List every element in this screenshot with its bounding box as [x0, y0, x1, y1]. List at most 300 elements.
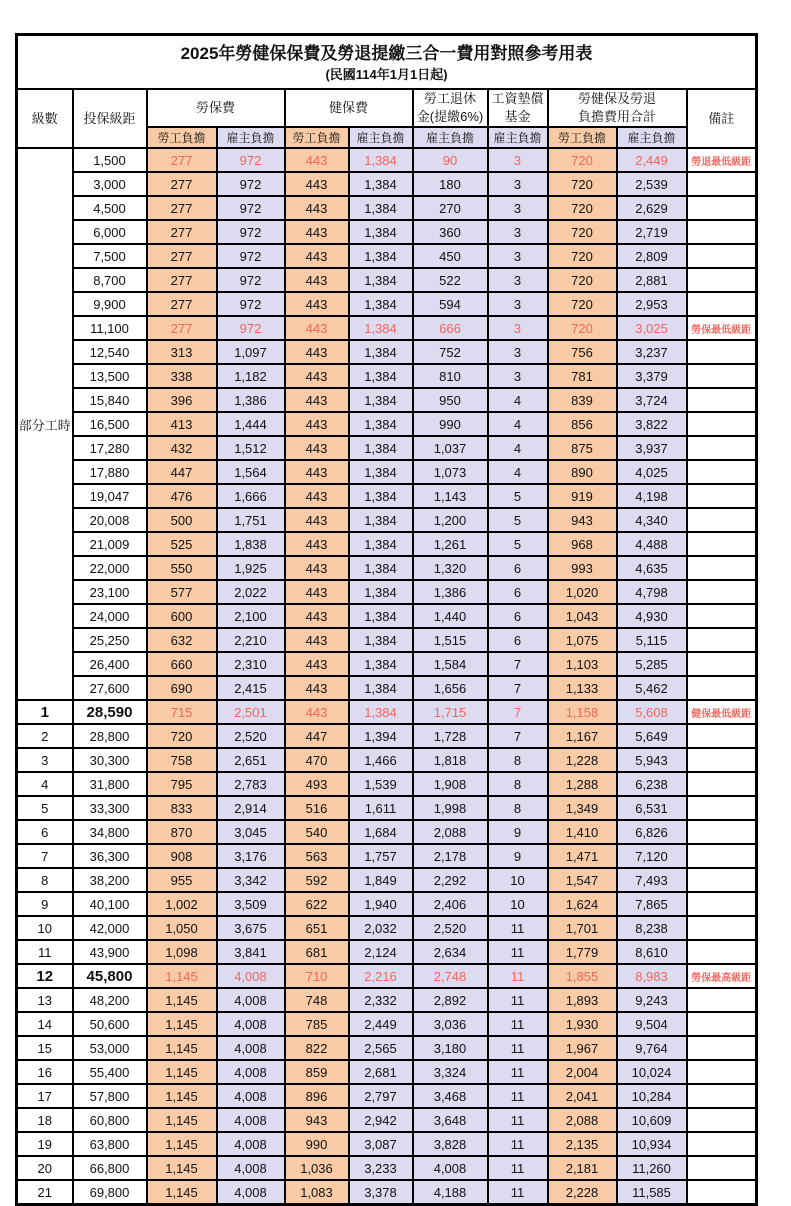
table-body [17, 148, 757, 1205]
value-cell: 3,509 [217, 892, 285, 916]
value-cell: 2,520 [413, 916, 488, 940]
value-cell: 1,384 [349, 220, 413, 244]
value-cell: 972 [217, 316, 285, 340]
value-cell: 443 [285, 340, 349, 364]
level-cell: 16 [17, 1060, 73, 1084]
table-row [17, 940, 757, 964]
value-cell: 1,384 [349, 580, 413, 604]
group-header-row [17, 89, 757, 127]
value-cell: 11 [488, 1132, 548, 1156]
value-cell: 1,930 [548, 1012, 617, 1036]
value-cell: 1,097 [217, 340, 285, 364]
value-cell: 2,501 [217, 700, 285, 724]
value-cell: 822 [285, 1036, 349, 1060]
value-cell: 2,088 [548, 1108, 617, 1132]
value-cell: 1,384 [349, 652, 413, 676]
value-cell: 720 [548, 220, 617, 244]
value-cell: 4,798 [617, 580, 687, 604]
value-cell: 443 [285, 700, 349, 724]
value-cell: 3,937 [617, 436, 687, 460]
value-cell: 1,073 [413, 460, 488, 484]
value-cell: 1,145 [147, 1084, 217, 1108]
bracket-cell: 28,590 [73, 700, 147, 724]
bracket-cell: 36,300 [73, 844, 147, 868]
remark-cell [687, 484, 757, 508]
value-cell: 1,728 [413, 724, 488, 748]
bracket-cell: 38,200 [73, 868, 147, 892]
remark-cell [687, 1036, 757, 1060]
bracket-cell: 25,250 [73, 628, 147, 652]
value-cell: 839 [548, 388, 617, 412]
value-cell: 10,284 [617, 1084, 687, 1108]
value-cell: 516 [285, 796, 349, 820]
value-cell: 2,178 [413, 844, 488, 868]
value-cell: 443 [285, 364, 349, 388]
value-cell: 9 [488, 820, 548, 844]
value-cell: 1,998 [413, 796, 488, 820]
value-cell: 9,764 [617, 1036, 687, 1060]
value-cell: 313 [147, 340, 217, 364]
value-cell: 3,087 [349, 1132, 413, 1156]
value-cell: 2,216 [349, 964, 413, 988]
subheader-labor-employee: 勞工負擔 [147, 127, 217, 148]
value-cell: 5 [488, 508, 548, 532]
bracket-cell: 66,800 [73, 1156, 147, 1180]
value-cell: 277 [147, 148, 217, 172]
value-cell: 277 [147, 316, 217, 340]
value-cell: 1,384 [349, 316, 413, 340]
total-line1: 勞健保及勞退 [577, 91, 656, 107]
table-row [17, 724, 757, 748]
value-cell: 2,719 [617, 220, 687, 244]
value-cell: 1,075 [548, 628, 617, 652]
bracket-cell: 24,000 [73, 604, 147, 628]
value-cell: 1,349 [548, 796, 617, 820]
value-cell: 720 [548, 316, 617, 340]
table-title-cell [17, 35, 757, 90]
remark-cell [687, 868, 757, 892]
remark-cell [687, 604, 757, 628]
level-cell: 9 [17, 892, 73, 916]
value-cell: 1,002 [147, 892, 217, 916]
subheader-health-employer: 雇主負擔 [349, 127, 413, 148]
value-cell: 2,634 [413, 940, 488, 964]
value-cell: 2,406 [413, 892, 488, 916]
value-cell: 2,041 [548, 1084, 617, 1108]
remark-cell [687, 268, 757, 292]
value-cell: 443 [285, 172, 349, 196]
value-cell: 2,797 [349, 1084, 413, 1108]
value-cell: 3 [488, 292, 548, 316]
bracket-cell: 16,500 [73, 412, 147, 436]
value-cell: 338 [147, 364, 217, 388]
table-row [17, 1060, 757, 1084]
value-cell: 2,032 [349, 916, 413, 940]
col-header-bracket: 投保級距 [73, 89, 147, 148]
remark-cell: 健保最低級距 [687, 700, 757, 724]
value-cell: 443 [285, 268, 349, 292]
value-cell: 6 [488, 580, 548, 604]
value-cell: 622 [285, 892, 349, 916]
level-cell: 3 [17, 748, 73, 772]
value-cell: 3 [488, 172, 548, 196]
value-cell: 1,261 [413, 532, 488, 556]
bracket-cell: 1,500 [73, 148, 147, 172]
table-row [17, 1108, 757, 1132]
value-cell: 2,953 [617, 292, 687, 316]
value-cell: 2,022 [217, 580, 285, 604]
value-cell: 4,008 [217, 1156, 285, 1180]
value-cell: 432 [147, 436, 217, 460]
value-cell: 1,145 [147, 1132, 217, 1156]
value-cell: 1,940 [349, 892, 413, 916]
value-cell: 10 [488, 868, 548, 892]
value-cell: 8 [488, 748, 548, 772]
value-cell: 3,324 [413, 1060, 488, 1084]
value-cell: 972 [217, 268, 285, 292]
value-cell: 1,893 [548, 988, 617, 1012]
remark-cell [687, 676, 757, 700]
value-cell: 3 [488, 244, 548, 268]
value-cell: 1,036 [285, 1156, 349, 1180]
table-row [17, 532, 757, 556]
value-cell: 1,384 [349, 148, 413, 172]
bracket-cell: 43,900 [73, 940, 147, 964]
value-cell: 1,384 [349, 268, 413, 292]
value-cell: 277 [147, 268, 217, 292]
level-cell: 10 [17, 916, 73, 940]
level-cell: 13 [17, 988, 73, 1012]
value-cell: 1,539 [349, 772, 413, 796]
value-cell: 3,675 [217, 916, 285, 940]
remark-cell [687, 628, 757, 652]
table-row [17, 580, 757, 604]
table-row [17, 148, 757, 172]
table-row [17, 844, 757, 868]
value-cell: 1,043 [548, 604, 617, 628]
value-cell: 2,332 [349, 988, 413, 1012]
bracket-cell: 63,800 [73, 1132, 147, 1156]
value-cell: 1,145 [147, 1156, 217, 1180]
value-cell: 6,238 [617, 772, 687, 796]
value-cell: 1,384 [349, 460, 413, 484]
value-cell: 2,100 [217, 604, 285, 628]
subheader-labor-employer: 雇主負擔 [217, 127, 285, 148]
bracket-cell: 23,100 [73, 580, 147, 604]
remark-cell [687, 988, 757, 1012]
bracket-cell: 12,540 [73, 340, 147, 364]
remark-cell: 勞退最低級距 [687, 148, 757, 172]
level-cell: 15 [17, 1036, 73, 1060]
value-cell: 1,145 [147, 1108, 217, 1132]
value-cell: 1,849 [349, 868, 413, 892]
value-cell: 10,609 [617, 1108, 687, 1132]
value-cell: 2,942 [349, 1108, 413, 1132]
bracket-cell: 48,200 [73, 988, 147, 1012]
value-cell: 592 [285, 868, 349, 892]
value-cell: 3 [488, 364, 548, 388]
value-cell: 1,925 [217, 556, 285, 580]
value-cell: 2,681 [349, 1060, 413, 1084]
bracket-cell: 17,880 [73, 460, 147, 484]
value-cell: 2,809 [617, 244, 687, 268]
value-cell: 1,410 [548, 820, 617, 844]
value-cell: 720 [548, 148, 617, 172]
bracket-cell: 20,008 [73, 508, 147, 532]
fee-reference-table [15, 33, 758, 1206]
value-cell: 1,145 [147, 1060, 217, 1084]
value-cell: 1,440 [413, 604, 488, 628]
value-cell: 11 [488, 988, 548, 1012]
value-cell: 5 [488, 532, 548, 556]
value-cell: 4 [488, 388, 548, 412]
value-cell: 4,008 [217, 964, 285, 988]
bracket-cell: 60,800 [73, 1108, 147, 1132]
value-cell: 972 [217, 148, 285, 172]
value-cell: 1,386 [413, 580, 488, 604]
value-cell: 1,200 [413, 508, 488, 532]
bracket-cell: 31,800 [73, 772, 147, 796]
value-cell: 540 [285, 820, 349, 844]
col-header-remark: 備註 [687, 89, 757, 148]
value-cell: 1,384 [349, 700, 413, 724]
value-cell: 1,967 [548, 1036, 617, 1060]
value-cell: 4,008 [217, 1084, 285, 1108]
value-cell: 1,384 [349, 604, 413, 628]
bracket-cell: 55,400 [73, 1060, 147, 1084]
value-cell: 2,449 [617, 148, 687, 172]
value-cell: 3,379 [617, 364, 687, 388]
value-cell: 2,210 [217, 628, 285, 652]
table-row [17, 364, 757, 388]
remark-cell [687, 244, 757, 268]
value-cell: 1,145 [147, 1180, 217, 1205]
level-cell: 12 [17, 964, 73, 988]
bracket-cell: 11,100 [73, 316, 147, 340]
table-row [17, 1084, 757, 1108]
bracket-cell: 19,047 [73, 484, 147, 508]
value-cell: 4,008 [217, 1060, 285, 1084]
value-cell: 2,449 [349, 1012, 413, 1036]
value-cell: 795 [147, 772, 217, 796]
value-cell: 9,504 [617, 1012, 687, 1036]
value-cell: 4,930 [617, 604, 687, 628]
value-cell: 4 [488, 436, 548, 460]
col-header-total [548, 89, 687, 127]
value-cell: 7,120 [617, 844, 687, 868]
value-cell: 4,340 [617, 508, 687, 532]
col-header-level: 級數 [17, 89, 73, 148]
value-cell: 277 [147, 196, 217, 220]
value-cell: 720 [548, 292, 617, 316]
value-cell: 3 [488, 316, 548, 340]
value-cell: 1,384 [349, 196, 413, 220]
value-cell: 443 [285, 316, 349, 340]
bracket-cell: 6,000 [73, 220, 147, 244]
value-cell: 443 [285, 244, 349, 268]
remark-cell [687, 340, 757, 364]
remark-cell [687, 412, 757, 436]
table-row [17, 892, 757, 916]
value-cell: 270 [413, 196, 488, 220]
pension-line1: 勞工退休 [423, 91, 476, 107]
table-row [17, 820, 757, 844]
value-cell: 1,384 [349, 628, 413, 652]
value-cell: 632 [147, 628, 217, 652]
table-row [17, 292, 757, 316]
value-cell: 4,188 [413, 1180, 488, 1205]
value-cell: 890 [548, 460, 617, 484]
value-cell: 1,684 [349, 820, 413, 844]
value-cell: 443 [285, 604, 349, 628]
value-cell: 1,228 [548, 748, 617, 772]
value-cell: 1,512 [217, 436, 285, 460]
value-cell: 1,143 [413, 484, 488, 508]
value-cell: 447 [285, 724, 349, 748]
value-cell: 3,378 [349, 1180, 413, 1205]
value-cell: 8,983 [617, 964, 687, 988]
value-cell: 11 [488, 964, 548, 988]
value-cell: 856 [548, 412, 617, 436]
table-row [17, 772, 757, 796]
table-row [17, 316, 757, 340]
bracket-cell: 45,800 [73, 964, 147, 988]
value-cell: 1,547 [548, 868, 617, 892]
value-cell: 1,384 [349, 292, 413, 316]
value-cell: 681 [285, 940, 349, 964]
value-cell: 720 [548, 196, 617, 220]
value-cell: 1,158 [548, 700, 617, 724]
value-cell: 1,384 [349, 556, 413, 580]
value-cell: 3,648 [413, 1108, 488, 1132]
value-cell: 4,635 [617, 556, 687, 580]
value-cell: 2,088 [413, 820, 488, 844]
value-cell: 870 [147, 820, 217, 844]
remark-cell [687, 292, 757, 316]
table-row [17, 484, 757, 508]
value-cell: 2,415 [217, 676, 285, 700]
table-row [17, 676, 757, 700]
value-cell: 1,779 [548, 940, 617, 964]
col-header-pension [413, 89, 488, 127]
value-cell: 1,751 [217, 508, 285, 532]
value-cell: 2,629 [617, 196, 687, 220]
value-cell: 4,008 [217, 1036, 285, 1060]
table-row [17, 556, 757, 580]
value-cell: 277 [147, 244, 217, 268]
bracket-cell: 50,600 [73, 1012, 147, 1036]
value-cell: 11,260 [617, 1156, 687, 1180]
value-cell: 1,050 [147, 916, 217, 940]
value-cell: 6,826 [617, 820, 687, 844]
value-cell: 1,384 [349, 484, 413, 508]
value-cell: 443 [285, 220, 349, 244]
value-cell: 3 [488, 220, 548, 244]
bracket-cell: 28,800 [73, 724, 147, 748]
value-cell: 4,008 [217, 1108, 285, 1132]
bracket-cell: 7,500 [73, 244, 147, 268]
value-cell: 2,124 [349, 940, 413, 964]
remark-cell [687, 796, 757, 820]
remark-cell [687, 580, 757, 604]
bracket-cell: 4,500 [73, 196, 147, 220]
value-cell: 2,783 [217, 772, 285, 796]
value-cell: 443 [285, 388, 349, 412]
table-row [17, 988, 757, 1012]
value-cell: 990 [413, 412, 488, 436]
value-cell: 1,818 [413, 748, 488, 772]
value-cell: 443 [285, 412, 349, 436]
table-row [17, 628, 757, 652]
table-row [17, 1036, 757, 1060]
value-cell: 1,584 [413, 652, 488, 676]
remark-cell [687, 940, 757, 964]
value-cell: 11 [488, 1084, 548, 1108]
value-cell: 4,008 [217, 1012, 285, 1036]
value-cell: 3,841 [217, 940, 285, 964]
reference-table-sheet [15, 33, 758, 1206]
wage-fund-line1: 工資墊償 [491, 91, 544, 107]
table-row [17, 916, 757, 940]
value-cell: 3,176 [217, 844, 285, 868]
table-row [17, 748, 757, 772]
level-cell: 18 [17, 1108, 73, 1132]
value-cell: 10,024 [617, 1060, 687, 1084]
value-cell: 2,914 [217, 796, 285, 820]
value-cell: 5,608 [617, 700, 687, 724]
subheader-wage-fund-employer: 雇主負擔 [488, 127, 548, 148]
col-header-labor-fee: 勞保費 [147, 89, 285, 127]
remark-cell [687, 532, 757, 556]
level-cell: 11 [17, 940, 73, 964]
value-cell: 443 [285, 460, 349, 484]
value-cell: 990 [285, 1132, 349, 1156]
value-cell: 1,386 [217, 388, 285, 412]
remark-cell [687, 1156, 757, 1180]
table-row [17, 388, 757, 412]
value-cell: 2,181 [548, 1156, 617, 1180]
remark-cell [687, 1132, 757, 1156]
value-cell: 950 [413, 388, 488, 412]
table-row [17, 700, 757, 724]
value-cell: 11,585 [617, 1180, 687, 1205]
value-cell: 1,611 [349, 796, 413, 820]
value-cell: 1,384 [349, 532, 413, 556]
value-cell: 972 [217, 292, 285, 316]
value-cell: 2,310 [217, 652, 285, 676]
value-cell: 1,656 [413, 676, 488, 700]
remark-cell [687, 460, 757, 484]
value-cell: 447 [147, 460, 217, 484]
value-cell: 7 [488, 700, 548, 724]
bracket-cell: 27,600 [73, 676, 147, 700]
remark-cell [687, 508, 757, 532]
value-cell: 1,466 [349, 748, 413, 772]
table-row [17, 868, 757, 892]
subheader-health-employee: 勞工負擔 [285, 127, 349, 148]
bracket-cell: 26,400 [73, 652, 147, 676]
value-cell: 8,238 [617, 916, 687, 940]
subheader-pension-employer: 雇主負擔 [413, 127, 488, 148]
table-row [17, 268, 757, 292]
value-cell: 6 [488, 604, 548, 628]
pension-line2: 金(提繳6%) [416, 109, 484, 124]
value-cell: 943 [548, 508, 617, 532]
value-cell: 443 [285, 652, 349, 676]
value-cell: 1,384 [349, 388, 413, 412]
value-cell: 1,133 [548, 676, 617, 700]
remark-cell [687, 844, 757, 868]
